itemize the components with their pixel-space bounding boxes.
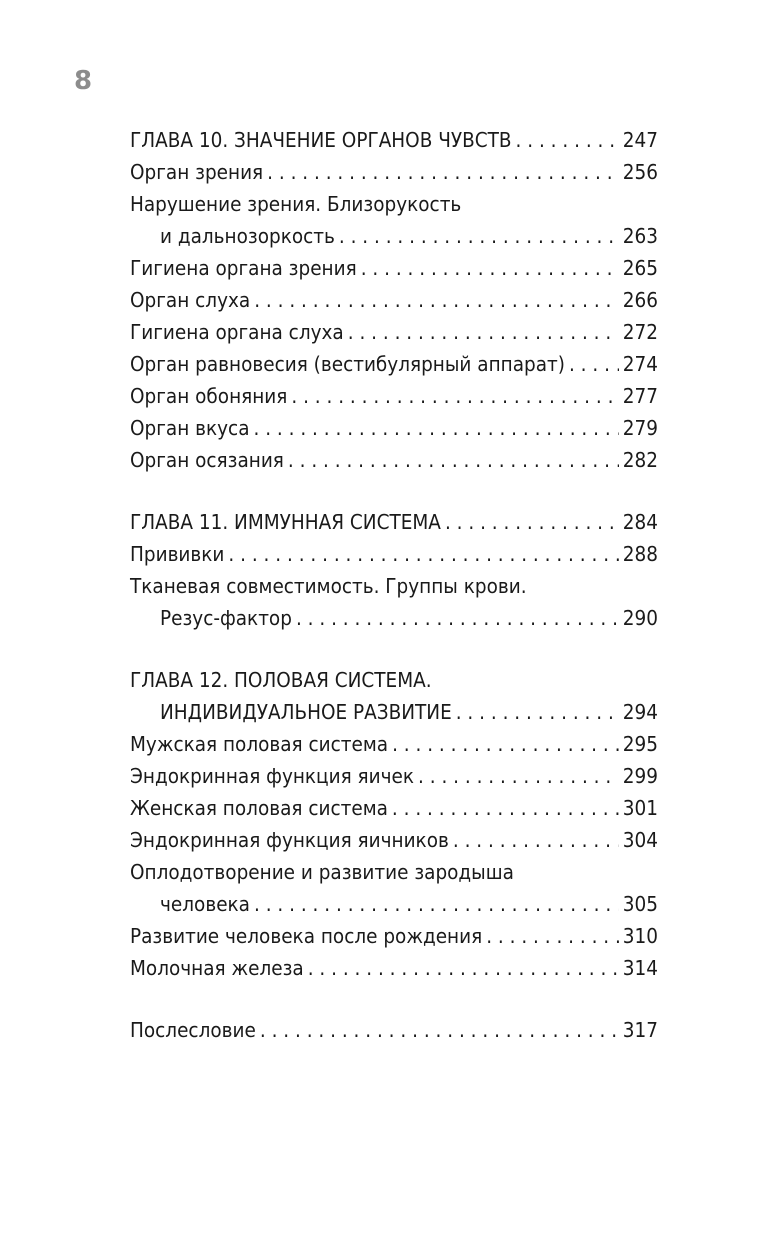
toc-entry-title: Развитие человека после рождения <box>130 924 483 948</box>
toc-entry-continuation[interactable] <box>130 602 658 634</box>
toc-entry[interactable] <box>130 156 658 188</box>
toc-leader-dots <box>339 220 619 252</box>
toc-entry-title: Прививки <box>130 542 225 566</box>
toc-entry-page: 288 <box>622 542 658 566</box>
toc-entry-page: 305 <box>622 892 658 916</box>
toc-entry-title: Орган равновесия (вестибулярный аппарат) <box>130 352 565 376</box>
table-of-contents <box>130 124 658 1046</box>
toc-entry-title: Послесловие <box>130 1018 256 1042</box>
toc-entry-title: Тканевая совместимость. Группы крови. <box>130 574 527 598</box>
toc-entry[interactable] <box>130 538 658 570</box>
toc-entry-title: Орган зрения <box>130 160 264 184</box>
toc-entry-title: и дальнозоркость <box>160 224 335 248</box>
toc-entry[interactable] <box>130 760 658 792</box>
toc-entry[interactable] <box>130 824 658 856</box>
toc-entry-chapter-11[interactable] <box>130 506 658 538</box>
toc-entry-title: Оплодотворение и развитие зародыша <box>130 860 514 884</box>
toc-entry-page: 301 <box>622 796 658 820</box>
toc-entry-first-line[interactable] <box>130 570 658 602</box>
toc-entry-page: 272 <box>622 320 658 344</box>
toc-leader-dots <box>445 506 619 538</box>
toc-entry-page: 317 <box>622 1018 658 1042</box>
toc-leader-dots <box>291 380 618 412</box>
toc-leader-dots <box>348 316 619 348</box>
toc-entry-page: 263 <box>622 224 658 248</box>
toc-leader-dots <box>260 1014 619 1046</box>
toc-leader-dots <box>254 412 619 444</box>
toc-leader-dots <box>392 728 619 760</box>
toc-leader-dots <box>288 444 619 476</box>
toc-entry-chapter-12-continuation[interactable] <box>130 696 658 728</box>
toc-entry[interactable] <box>130 284 658 316</box>
toc-entry-continuation[interactable] <box>130 888 658 920</box>
toc-leader-dots <box>569 348 619 380</box>
toc-entry-page: 277 <box>622 384 658 408</box>
toc-entry-title: Орган обоняния <box>130 384 288 408</box>
toc-entry-page: 279 <box>622 416 658 440</box>
toc-entry-page: 295 <box>622 732 658 756</box>
toc-entry-page: 294 <box>622 700 658 724</box>
toc-entry-title: Орган осязания <box>130 448 284 472</box>
toc-entry-title: ИНДИВИДУАЛЬНОЕ РАЗВИТИЕ <box>160 700 452 724</box>
toc-entry-page: 282 <box>622 448 658 472</box>
toc-entry[interactable] <box>130 348 658 380</box>
toc-entry-title: Орган вкуса <box>130 416 250 440</box>
toc-entry-continuation[interactable] <box>130 220 658 252</box>
toc-leader-dots <box>361 252 619 284</box>
toc-entry[interactable] <box>130 728 658 760</box>
toc-entry[interactable] <box>130 444 658 476</box>
toc-entry-title: ГЛАВА 11. ИММУННАЯ СИСТЕМА <box>130 510 441 534</box>
toc-entry-first-line[interactable] <box>130 188 658 220</box>
toc-entry-title: ГЛАВА 10. ЗНАЧЕНИЕ ОРГАНОВ ЧУВСТВ <box>130 128 512 152</box>
toc-leader-dots <box>418 760 619 792</box>
toc-entry-page: 266 <box>622 288 658 312</box>
toc-entry[interactable] <box>130 252 658 284</box>
toc-entry-chapter-10[interactable] <box>130 124 658 156</box>
toc-entry-title: ГЛАВА 12. ПОЛОВАЯ СИСТЕМА. <box>130 668 432 692</box>
toc-entry-title: Гигиена органа слуха <box>130 320 344 344</box>
page-number: 8 <box>74 66 93 96</box>
toc-entry-title: Молочная железа <box>130 956 304 980</box>
toc-entry-title: Резус-фактор <box>160 606 292 630</box>
toc-leader-dots <box>228 538 618 570</box>
chapter-spacer <box>130 476 658 506</box>
toc-leader-dots <box>486 920 619 952</box>
toc-entry-title: Эндокринная функция яичек <box>130 764 415 788</box>
toc-leader-dots <box>308 952 619 984</box>
toc-entry-title: Гигиена органа зрения <box>130 256 357 280</box>
toc-entry-page: 256 <box>622 160 658 184</box>
toc-entry-page: 290 <box>622 606 658 630</box>
toc-entry-title: Нарушение зрения. Близорукость <box>130 192 462 216</box>
toc-entry-page: 284 <box>622 510 658 534</box>
toc-entry-title: человека <box>160 892 250 916</box>
toc-entry-page: 304 <box>622 828 658 852</box>
toc-leader-dots <box>516 124 619 156</box>
toc-entry-afterword[interactable] <box>130 1014 658 1046</box>
toc-entry[interactable] <box>130 316 658 348</box>
toc-leader-dots <box>456 696 619 728</box>
toc-leader-dots <box>392 792 619 824</box>
toc-entry-page: 247 <box>622 128 658 152</box>
toc-entry[interactable] <box>130 792 658 824</box>
toc-leader-dots <box>254 284 619 316</box>
toc-entry[interactable] <box>130 380 658 412</box>
toc-entry-chapter-12-first-line[interactable] <box>130 664 658 696</box>
toc-entry-first-line[interactable] <box>130 856 658 888</box>
toc-entry-page: 274 <box>622 352 658 376</box>
toc-leader-dots <box>296 602 619 634</box>
toc-entry-title: Женская половая система <box>130 796 388 820</box>
toc-leader-dots <box>453 824 619 856</box>
toc-entry[interactable] <box>130 952 658 984</box>
toc-entry-page: 310 <box>622 924 658 948</box>
toc-entry[interactable] <box>130 920 658 952</box>
toc-entry[interactable] <box>130 412 658 444</box>
toc-entry-title: Мужская половая система <box>130 732 389 756</box>
chapter-spacer <box>130 984 658 1014</box>
toc-entry-page: 314 <box>622 956 658 980</box>
toc-entry-page: 265 <box>622 256 658 280</box>
toc-leader-dots <box>254 888 619 920</box>
toc-entry-title: Эндокринная функция яичников <box>130 828 449 852</box>
toc-entry-page: 299 <box>622 764 658 788</box>
chapter-spacer <box>130 634 658 664</box>
toc-leader-dots <box>267 156 619 188</box>
toc-entry-title: Орган слуха <box>130 288 251 312</box>
